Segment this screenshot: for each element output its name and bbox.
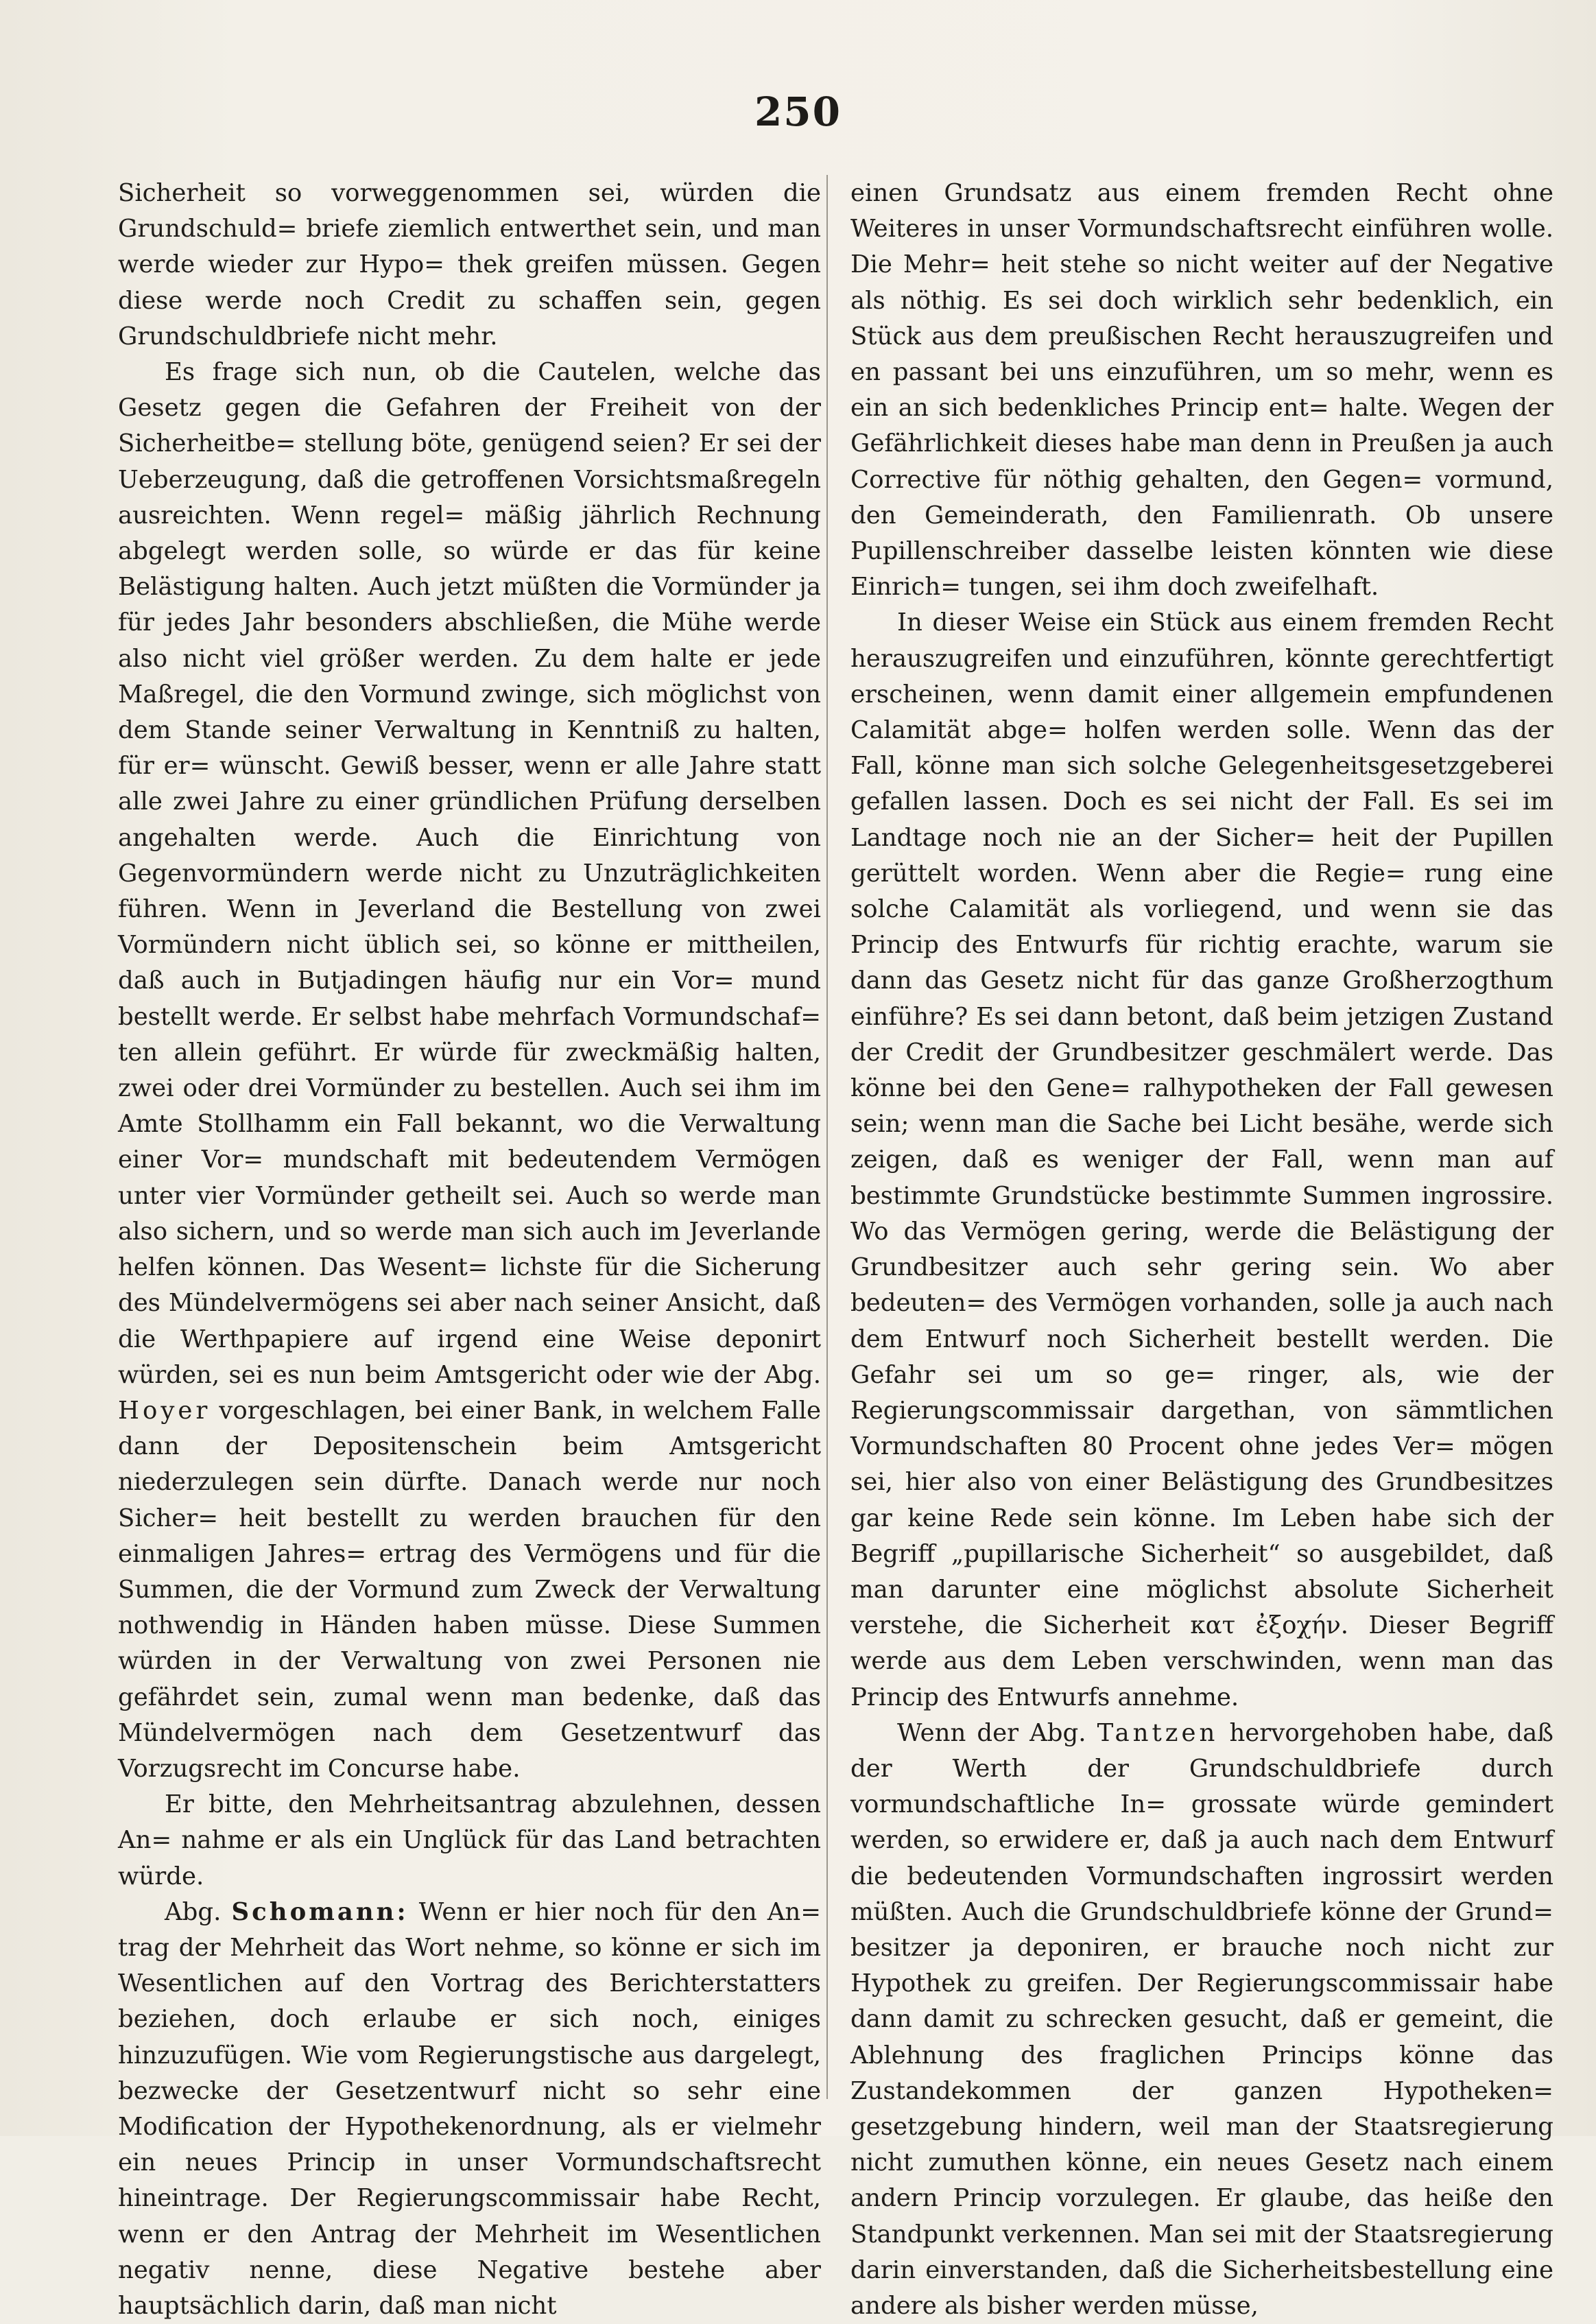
left-column: [118, 176, 821, 2320]
paragraph: [118, 1895, 821, 2324]
paragraph: In dieser Weise ein Stück aus einem fremden Recht herauszugreifen und einzuführen, könnte gerechtfertigt erscheinen, wenn damit einer allgemein empfundenen Calamität abge= holfen werden solle. Wenn das der Fall, könne man sich solche Gelegenheitsgesetzgeberei gefallen lassen. Doch es sei nicht der Fall. Es sei im Landtage noch nie an der Sicher= heit der Pupillen gerüttelt worden. Wenn aber die Regie= rung eine solche Calamität als vorliegend, und wenn sie das Princip des Entwurfs für richtig erachte, warum sie dann das Gesetz nicht für das ganze Großherzogthum einführe? Es sei dann betont, daß beim jetzigen Zustand der Credit der Grundbesitzer geschmälert werde. Das könne bei den Gene= ralhypotheken der Fall gewesen sein; wenn man die Sache bei Licht besähe, werde sich zeigen, daß es weniger der Fall, wenn man auf bestimmte Grundstücke bestimmte Summen ingrossire. Wo das Vermögen gering, werde die Belästigung der Grundbesitzer auch sehr gering sein. Wo aber bedeuten= des Vermögen vorhanden, solle ja auch nach dem Entwurf noch Sicherheit bestellt werden. Die Gefahr sei um so ge= ringer, als, wie der Regierungscommissair dargethan, von sämmtlichen Vormundschaften 80 Procent ohne jedes Ver= mögen sei, hier also von einer Belästigung des Grundbesitzes gar keine Rede sein könne. Im Leben habe sich der Begriff „pupillarische Sicherheit“ so ausgebildet, daß man darunter eine möglichst absolute Sicherheit verstehe, die Sicherheit κατ ἐξοχήν. Dieser Begriff werde aus dem Leben verschwinden, wenn man das Princip des Entwurfs annehme.: [850, 608, 1553, 1711]
paragraph: einen Grundsatz aus einem fremden Recht ohne Weiteres in unser Vormundschaftsrecht einführen wolle. Die Mehr= heit stehe so nicht weiter auf der Negative als nöthig. Es sei doch wirklich sehr bedenklich, ein Stück aus dem preußischen Recht herauszugreifen und en passant bei uns einzuführen, um so mehr, wenn es ein an sich bedenkliches Princip ent= halte. Wegen der Gefährlichkeit dieses habe man denn in Preußen ja auch Corrective für nöthig gehalten, den Gegen= vormund, den Gemeinderath, den Familienrath. Ob unsere Pupillenschreiber dasselbe leisten könnten wie diese Einrich= tungen, sei ihm doch zweifelhaft.: [850, 179, 1553, 602]
paragraph-text: vorgeschlagen, bei einer Bank, in welchem Falle dann der Depositenschein beim Amtsgericht niederzulegen sein dürfte. Danach werde nur noch Sicher= heit bestellt zu werden brauchen für den einmaligen Jahres= ertrag des Vermögens und für die Summen, die der Vormund zum Zweck der Verwaltung nothwendig in Händen haben müsse. Diese Summen würden in der Verwaltung von zwei Personen nie gefährdet sein, zumal wenn man bedenke, daß das Mündelvermögen nach dem Gesetzentwurf das Vorzugsrecht im Concurse habe.: [118, 1396, 821, 1783]
paragraph: Sicherheit so vorweggenommen sei, würden die Grundschuld= briefe ziemlich entwerthet sein, und man werde wieder zur Hypo= thek greifen müssen. Gegen diese werde noch Credit zu schaffen sein, gegen Grundschuldbriefe nicht mehr.: [118, 179, 821, 351]
paragraph: [850, 1716, 1553, 2324]
paragraph: [118, 355, 821, 1787]
person-name: Hoyer: [118, 1396, 211, 1425]
column-divider: [826, 175, 828, 2099]
right-column: [850, 176, 1553, 2320]
paragraph-text: Es frage sich nun, ob die Cautelen, welche das Gesetz gegen die Gefahren der Freiheit von der Sicherheitbe= stellung böte, genügend seien? Er sei der Ueberzeugung, daß die getroffenen Vorsichtsmaßregeln ausreichten. Wenn regel= mäßig jährlich Rechnung abgelegt werden solle, so würde er das für keine Belästigung halten. Auch jetzt müßten die Vormünder ja für jedes Jahr besonders abschließen, die Mühe werde also nicht viel größer werden. Zu dem halte er jede Maßregel, die den Vormund zwinge, sich möglichst von dem Stande seiner Verwaltung in Kenntniß zu halten, für er= wünscht. Gewiß besser, wenn er alle Jahre statt alle zwei Jahre zu einer gründlichen Prüfung derselben angehalten werde. Auch die Einrichtung von Gegenvormündern werde nicht zu Unzuträglichkeiten führen. Wenn in Jeverland die Bestellung von zwei Vormündern nicht üblich sei, so könne er mittheilen, daß auch in Butjadingen häufig nur ein Vor= mund bestellt werde. Er selbst habe mehrfach Vormundschaf= ten allein geführt. Er würde für zweckmäßig halten, zwei oder drei Vormünder zu bestellen. Auch sei ihm im Amte Stollhamm ein Fall bekannt, wo die Verwaltung einer Vor= mundschaft mit bedeutendem Vermögen unter vier Vormünder getheilt sei. Auch so werde man also sichern, und so werde man sich auch im Jeverlande helfen können. Das Wesent= lichste für die Sicherung des Mündelvermögens sei aber nach seiner Ansicht, daß die Werthpapiere auf irgend eine Weise deponirt würden, sei es nun beim Amtsgericht oder wie der Abg.: [118, 358, 821, 1389]
abbreviation: Abg.: [165, 1897, 222, 1926]
person-name: Tantzen: [1097, 1718, 1219, 1747]
paragraph-text: hervorgehoben habe, daß der Werth der Grundschuldbriefe durch vormundschaftliche In= grossate würde gemindert werden, so erwidere er, daß ja auch nach dem Entwurf die bedeutenden Vormundschaften ingrossirt werden müßten. Auch die Grundschuldbriefe könne der Grund= besitzer ja deponiren, er brauche noch nicht zur Hypothek zu greifen. Der Regierungscommissair habe dann damit zu schrecken gesucht, daß er gemeint, die Ablehnung des fraglichen Princips könne das Zustandekommen der ganzen Hypotheken= gesetzgebung hindern, weil man der Staatsregierung nicht zumuthen könne, ein neues Gesetz nach einem andern Princip vorzulegen. Er glaube, das heiße den Standpunkt verkennen. Man sei mit der Staatsregierung darin einverstanden, daß die Sicherheitsbestellung eine andere als bisher werden müsse,: [850, 1718, 1553, 2320]
page-number: 250: [754, 88, 842, 135]
paragraph-text: Wenn der Abg.: [897, 1718, 1086, 1747]
paragraph: Er bitte, den Mehrheitsantrag abzulehnen, dessen An= nahme er als ein Unglück für das Land betrachten würde.: [118, 1790, 821, 1890]
speaker-name: Schomann:: [231, 1897, 409, 1926]
paragraph-text: Wenn er hier noch für den An= trag der Mehrheit das Wort nehme, so könne er sich im Wesentlichen auf den Vortrag des Berichterstatters beziehen, doch erlaube er sich noch, einiges hinzuzufügen. Wie vom Regierungstische aus dargelegt, bezwecke der Gesetzentwurf nicht so sehr eine Modification der Hypothekenordnung, als er vielmehr ein neues Princip in unser Vormundschaftsrecht hineintrage. Der Regierungscommissair habe Recht, wenn er den Antrag der Mehrheit im Wesentlichen negativ nenne, diese Negative bestehe aber hauptsächlich darin, daß man nicht: [118, 1897, 821, 2320]
